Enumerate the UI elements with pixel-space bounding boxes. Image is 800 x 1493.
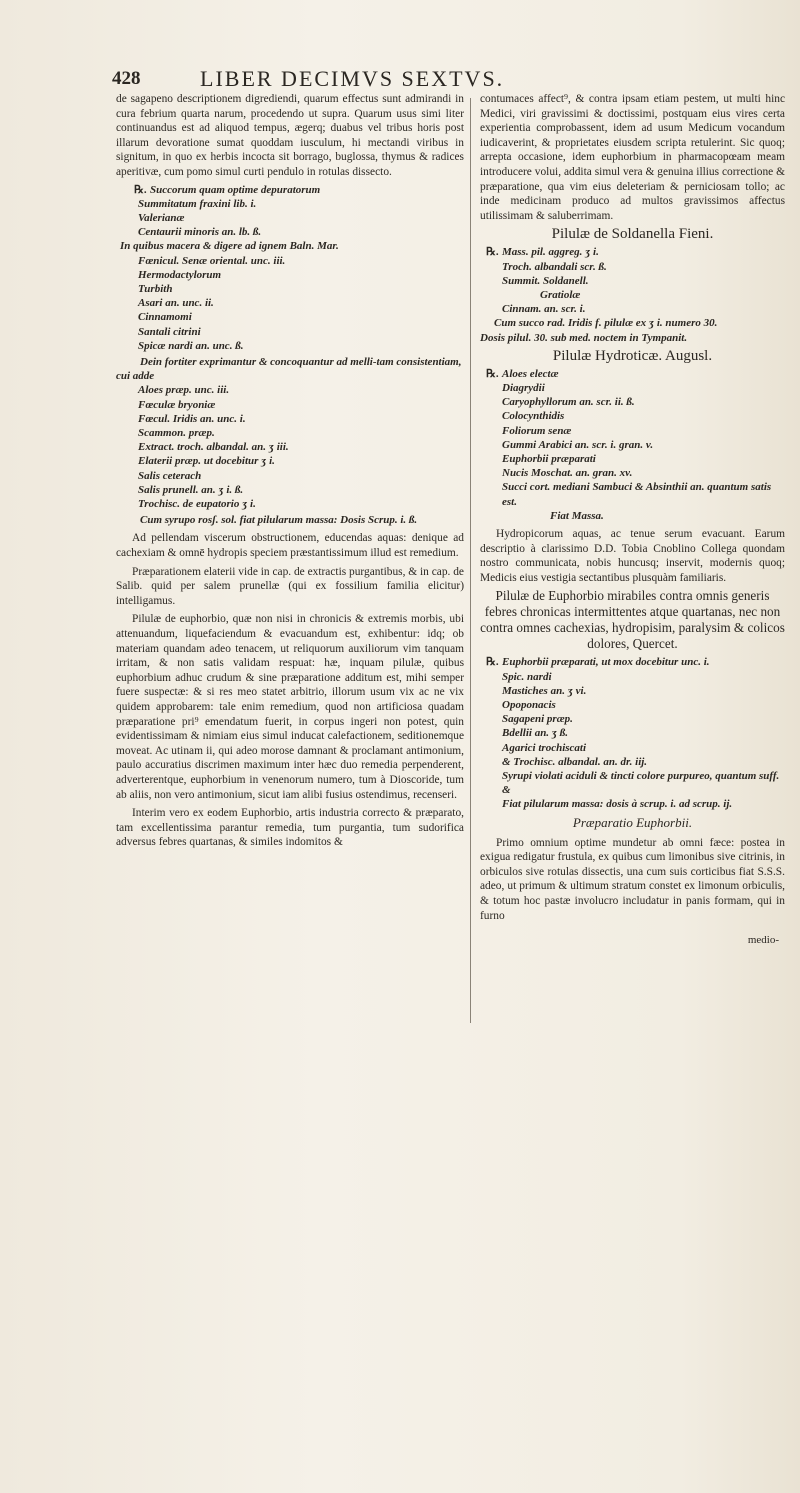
recipe-line: Cinnam. an. scr. i. <box>502 303 586 316</box>
recipe-line: Succi cort. mediani Sambuci & Absinthii an. quantum satis est. <box>502 481 772 508</box>
recipe-3-first: ℞. Aloes electæ <box>486 367 559 380</box>
recipe-1-title: ℞. Succorum quam optime depuratorum <box>134 183 321 196</box>
recipe-line: & Trochisc. albandal. an. dr. iij. <box>502 755 648 768</box>
recipe-line: Salis ceterach <box>138 469 202 482</box>
recipe-2-first: ℞. Mass. pil. aggreg. ʒ i. <box>486 246 599 259</box>
recipe-line: Spic. nardi <box>502 670 552 683</box>
catchword: medio- <box>747 934 779 947</box>
recipe-line: Fœcul. Iridis an. unc. i. <box>138 412 246 425</box>
right-paragraph-2: Hydropicorum aquas, ac tenue serum evacuant. Earum descriptio à clarissimo D.D. Tobia Cnoblino Collega quondam nostro communicata, nobis huncusq; inservit, modernis quoq; Medicis eius vestigia sectantibus plusquàm familiaris. <box>480 528 785 584</box>
recipe-line: Foliorum senæ <box>502 424 572 437</box>
recipe-line: Elaterii præp. ut docebitur ʒ i. <box>138 455 275 468</box>
recipe-line: Caryophyllorum an. scr. ii. ß. <box>502 396 635 409</box>
recipe-line: Cinnamomi <box>138 311 192 324</box>
recipe-line: Extract. troch. albandal. an. ʒ iii. <box>138 441 289 454</box>
recipe-line: Santali citrini <box>138 325 201 338</box>
recipe-line: Gratiolæ <box>540 288 581 301</box>
right-paragraph-1: contumaces affect⁹, & contra ipsam etiam pestem, ut multi hinc Medici, viri gravissimi & doctissimi, postquam eius vires certa experientia comprobassent, idem ad usum Medicum vocandum iudicaverint, & proprietates eiusdem scripta retulerint. Sic quoq; arrepta occasione, idem euphorbium in pharmacopœam meam introducere volui, addita simul vera & genuina illius correctione & præparatione, qua vim eius deleteriam & perniciosam tollo; ac inde medicinam produco ad multos gravissimos affectus utilissimam & saluberrimam. <box>480 93 785 222</box>
left-paragraph-5: Interim vero ex eodem Euphorbio, artis industria correcto & præparato, tam excellentissima parantur remedia, tum purgantia, tum sudorifica adversus febres quartanas, & similes indomitos & <box>116 807 464 849</box>
recipe-line: Colocynthidis <box>502 410 565 423</box>
section-heading: Pilulæ de Soldanella Fieni. <box>551 226 714 243</box>
page-number: 428 <box>112 68 141 89</box>
recipe-line: Fœculæ bryoniæ <box>138 398 216 411</box>
recipe-line: Sagapeni præp. <box>502 713 573 726</box>
recipe-line: Fiat Massa. <box>550 509 604 522</box>
recipe-line: Scammon. præp. <box>138 427 215 440</box>
recipe-dosis: Cum syrupo rosʃ. sol. fiat pilularum massa: Dosis Scrup. i. ß. <box>140 514 418 527</box>
recipe-line: Opoponacis <box>502 698 556 711</box>
recipe-symbol-icon: ℞. <box>134 183 147 196</box>
column-divider <box>470 98 471 1023</box>
left-paragraph-1: de sagapeno descriptionem digrediendi, quarum effectus sunt admirandi in cura febrium quarta narum, procedendo ut supra. Quarum usus simi liter continuandus est ad aliquod tempus, ægerq; duabus vel tribus horis post illarum devoratione sumat quoddam iusculum, hi mectandi viribus in signitum, in quo ex herbis incocta sit borrago, buglossa, thymus & radices aperitivæ, cum pomo simul curti pendulo in rotulas dissecto. <box>116 93 464 178</box>
recipe-line: Salis prunell. an. ʒ i. ß. <box>138 483 244 496</box>
recipe-line: Trochisc. de eupatorio ʒ i. <box>138 498 256 511</box>
recipe-line: Syrupi violati aciduli & tincti colore purpureo, quantum suff. & <box>502 770 780 797</box>
right-paragraph-3: Primo omnium optime mundetur ab omni fæce: postea in exigua redigatur frustula, ex quibus cum limonibus sive citrinis, in orbiculos sive rotulas dissectis, una cum suis corticibus fiat S.S.S. adeo, ut primum & ultimum stratum constet ex limonum orbiculis, & totum hoc pastæ involucro includatur in panis formam, qui in furno <box>480 836 785 922</box>
recipe-instruction: Dein fortiter exprimantur & concoquantur ad melli-tam consistentiam, cui adde <box>116 356 462 383</box>
page-header <box>112 68 770 94</box>
recipe-line: Fiat pilularum massa: dosis à scrup. i. ad scrup. ij. <box>502 798 733 811</box>
recipe-line: Turbith <box>138 282 173 295</box>
right-column <box>480 92 785 957</box>
section-heading-large: Pilulæ de Euphorbio mirabiles contra omnis generis febres chronicas intermittentes atque quartanas, nec non contra omnes cachexias, hydropisim, paralysim & colicos dolores, Quercet. <box>480 588 785 652</box>
recipe-line: Dosis pilul. 30. sub med. noctem in Tympanit. <box>480 331 688 344</box>
recipe-line: Troch. albandali scr. ß. <box>502 260 607 273</box>
recipe-line: Asari an. unc. ii. <box>138 297 214 310</box>
recipe-line: Diagrydii <box>502 381 545 394</box>
recipe-line: Nucis Moschat. an. gran. xv. <box>502 467 633 480</box>
recipe-line: Gummi Arabici an. scr. i. gran. v. <box>502 438 654 451</box>
recipe-line: Summit. Soldanell. <box>502 274 589 287</box>
left-column <box>116 92 464 850</box>
recipe-line: Fœnicul. Senæ oriental. unc. iii. <box>138 254 286 267</box>
recipe-line: Spicæ nardi an. unc. ß. <box>138 339 244 352</box>
recipe-line: Euphorbii præparati <box>502 452 596 465</box>
recipe-line: Mastiches an. ʒ vi. <box>502 684 587 697</box>
recipe-line: Hermodactylorum <box>138 268 222 281</box>
recipe-line: Bdellii an. ʒ ß. <box>502 727 568 740</box>
recipe-line: In quibus macera & digere ad ignem Baln. Mar. <box>120 240 339 253</box>
recipe-line: Summitatum fraxini lib. i. <box>138 197 257 210</box>
left-paragraph-3: Præparationem elaterii vide in cap. de extractis purgantibus, & in cap. de Salib. quid per salem prunellæ (qui ex fossilium familia elicitur) intelligamus. <box>116 565 464 607</box>
recipe-line: Cum succo rad. Iridis f. pilulæ ex ʒ i. numero 30. <box>494 317 718 330</box>
left-paragraph-4: Pilulæ de euphorbio, quæ non nisi in chronicis & extremis morbis, ubi attenuandum, liquefaciendum & evacuandum est, exhibentur: idq; ob materiam quandam adeo tenacem, ut reliquorum auxiliorum vim tanquam irritam, & non satis validam respuat: hæ, inquam pilulæ, quibus euphorbium adhuc crudum & sine præparatione additum est, mihi semper fuere suspectæ: & si res meo statet arbitrio, illorum usum vix ac ne vix quidem approbarem: tale enim remedium, quod non artificiosa quadam præparatione pri⁹ emendatum fuerit, in corpus ingeri non potest, quin evidentissimam & nimiam eius simul inducat calefactionem, seditionemque moveat. Ac utinam ii, qui adeo morose damnant & proclamant antimonium, paulo accuratius discrimen maximum inter hæc duo remedia perpenderent, adverterentque, euphorbium in venenorum numero, tum à Dioscoride, tum ab aliis, non vero antimonium, sicut iam alibi fusius ostendimus, recenseri. <box>116 613 464 801</box>
recipe-4-first: ℞. Euphorbii præparati, ut mox docebitur unc. i. <box>486 656 710 669</box>
recipe-line: Centaurii minoris an. lb. ß. <box>138 226 262 239</box>
section-heading: Præparatio Euphorbii. <box>572 814 693 830</box>
recipe-symbol-icon: ℞. <box>486 246 499 259</box>
recipe-symbol-icon: ℞. <box>486 367 499 380</box>
recipe-line: Valerianæ <box>138 211 185 224</box>
recipe-line: Aloes præp. unc. iii. <box>138 384 230 397</box>
running-title: LIBER DECIMVS SEXTVS. <box>200 66 505 91</box>
recipe-symbol-icon: ℞. <box>486 656 499 669</box>
left-paragraph-2: Ad pellendam viscerum obstructionem, educendas aquas: denique ad cachexiam & omnē hydropis speciem præstantissimum illud est remedium. <box>116 532 464 560</box>
section-heading: Pilulæ Hydroticæ. Augusl. <box>552 347 713 364</box>
recipe-line: Agarici trochiscati <box>502 741 587 754</box>
